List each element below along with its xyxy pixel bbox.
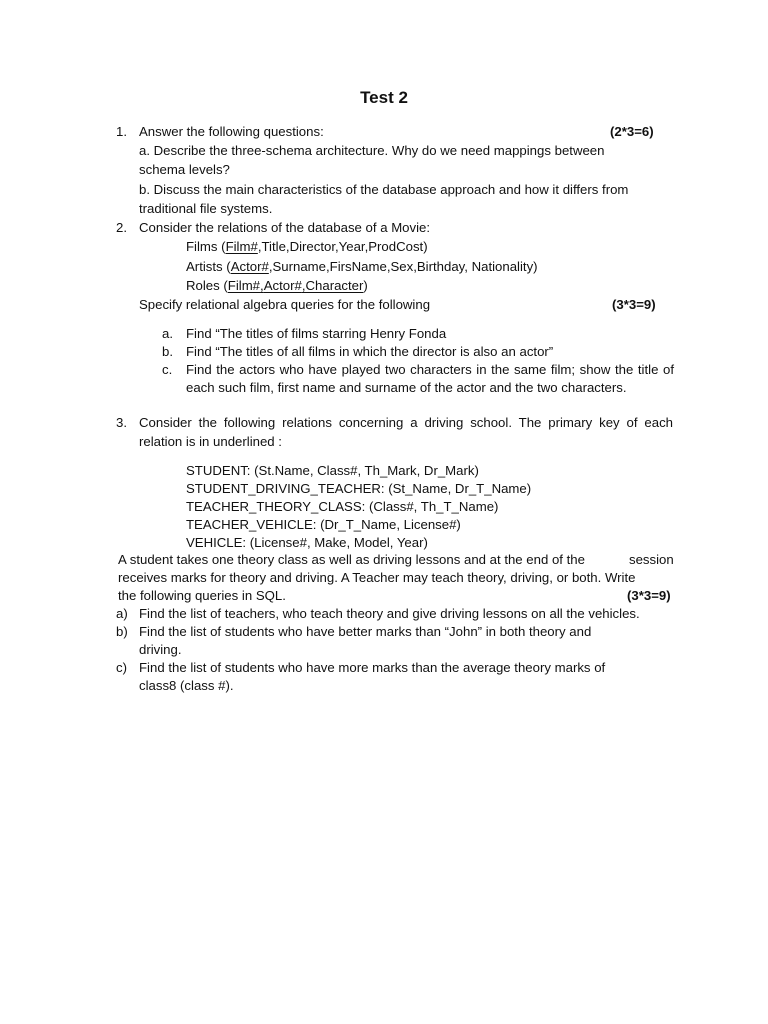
question-2a-text: Find “The titles of films starring Henry Fonda <box>186 326 447 341</box>
relation-student: STUDENT: (St.Name, Class#, Th_Mark, Dr_Mark) <box>186 463 479 478</box>
question-1-number: 1. <box>116 124 127 139</box>
question-3-intro: Consider the following relations concerning a driving school. The primary key of each relation is in underlined : <box>139 415 673 449</box>
question-3c-line-1: Find the list of students who have more marks than the average theory marks of <box>139 660 606 675</box>
relation-teacher-vehicle: TEACHER_VEHICLE: (Dr_T_Name, License#) <box>186 517 461 532</box>
question-2a-label: a. <box>162 326 173 341</box>
question-2-specify: Specify relational algebra queries for the following <box>139 297 431 312</box>
question-1b-line-1: b. Discuss the main characteristics of the database approach and how it differs from <box>139 182 629 197</box>
question-3-paragraph-line-3: the following queries in SQL. <box>118 588 286 603</box>
question-3-marks: (3*3=9) <box>627 588 671 603</box>
question-2c-text: Find the actors who have played two characters in the same film; show the title of each such film, first name and surname of the actor and the two characters. <box>186 362 674 395</box>
question-1-text: Answer the following questions: <box>139 124 324 139</box>
question-1a-line-2: schema levels? <box>139 162 230 177</box>
question-2b-label: b. <box>162 344 173 359</box>
relation-artists <box>186 257 538 276</box>
relation-artists-key: Actor# <box>230 259 269 274</box>
question-3b-line-2: driving. <box>139 642 182 657</box>
question-1-marks: (2*3=6) <box>610 124 654 139</box>
relation-artists-prefix: Artists ( <box>186 259 231 274</box>
relation-roles-key-actor: Actor# <box>263 278 302 293</box>
question-3a-label: a) <box>116 606 128 621</box>
question-2-number: 2. <box>116 220 127 235</box>
question-1b-line-2: traditional file systems. <box>139 201 273 216</box>
relation-teacher-theory-class: TEACHER_THEORY_CLASS: (Class#, Th_T_Name) <box>186 499 499 514</box>
relation-films <box>186 237 428 256</box>
page-title: Test 2 <box>360 88 408 107</box>
question-3b-label: b) <box>116 624 128 639</box>
question-2-marks: (3*3=9) <box>612 297 656 312</box>
relation-films-prefix: Films ( <box>186 239 226 254</box>
relation-roles-prefix: Roles ( <box>186 278 228 293</box>
relation-roles-key-character: Character <box>305 278 364 293</box>
question-3c-label: c) <box>116 660 127 675</box>
question-3-paragraph-line-1-end: session <box>629 552 674 567</box>
question-2b-text: Find “The titles of all films in which the director is also an actor” <box>186 344 554 359</box>
relation-roles <box>186 276 368 295</box>
question-3-paragraph-line-1: A student takes one theory class as well as driving lessons and at the end of the <box>118 552 585 567</box>
relation-roles-suffix: ) <box>363 278 368 293</box>
relation-films-key: Film# <box>225 239 258 254</box>
question-3a-text: Find the list of teachers, who teach theory and give driving lessons on all the vehicles. <box>139 606 640 621</box>
relation-student-driving-teacher: STUDENT_DRIVING_TEACHER: (St_Name, Dr_T_Name) <box>186 481 532 496</box>
relation-films-attributes: ,Title,Director,Year,ProdCost) <box>257 239 428 254</box>
question-1a-line-1: a. Describe the three-schema architecture. Why do we need mappings between <box>139 143 605 158</box>
question-3-paragraph-line-2: receives marks for theory and driving. A Teacher may teach theory, driving, or both. Write <box>118 570 636 585</box>
relation-roles-separator-2: , <box>301 278 306 293</box>
question-3c-line-2: class8 (class #). <box>139 678 234 693</box>
question-2c-label: c. <box>162 362 173 377</box>
relation-artists-attributes: ,Surname,FirsName,Sex,Birthday, Nationality) <box>268 259 538 274</box>
question-3-number: 3. <box>116 415 127 430</box>
question-2-text: Consider the relations of the database of a Movie: <box>139 220 431 235</box>
relation-vehicle: VEHICLE: (License#, Make, Model, Year) <box>186 535 428 550</box>
question-3b-line-1: Find the list of students who have better marks than “John” in both theory and <box>139 624 592 639</box>
relation-roles-key-film: Film# <box>227 278 261 293</box>
relation-roles-separator-1: , <box>260 278 264 293</box>
